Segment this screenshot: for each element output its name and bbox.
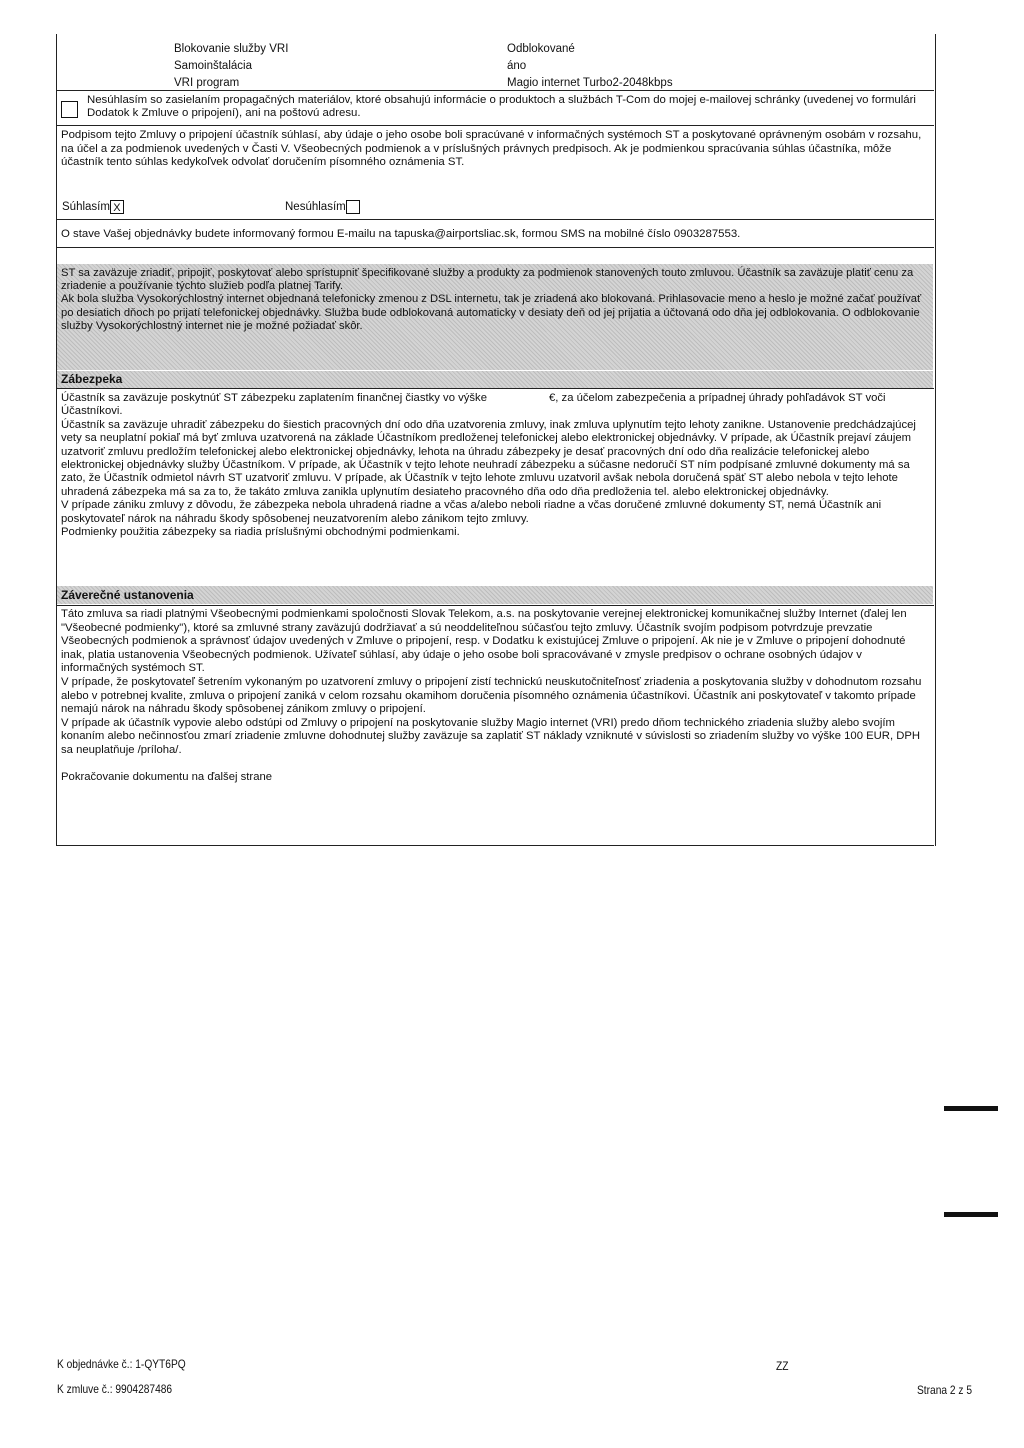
service-label-samoinstalacia: Samoinštalácia (174, 60, 252, 72)
zabezpeka-paragraph: Účastník sa zaväzuje uhradiť zábezpeku do šiestich pracovných dní odo dňa uzatvorenia zmluvy, inak zmluva uplynutím tejto lehoty zanikne. Ustanovenie predchádzajúcej vety sa neuplatní pokiaľ má byť zmluva uzatvorená na základe Účastníkom predloženej telefonickej alebo elektronickej objednávky. V prípade, ak Účastník prejaví záujem uzatvoriť zmluvu predložím telefonickej alebo elektronickej objednávky, lehota na úhradu zábezpeky je desať pracovných dní odo dňa realizácie telefonickej alebo elektronickej objednávky služby Účastníkom. V prípade, ak Účastník v tejto lehote neuhradí zábezpeku a súčasne nedoručí ST ním podpísané zmluvné dokumenty má sa zato, že Účastník odmietol návrh ST uzatvoriť zmluvu. V prípade, ak Účastník v tejto lehote zmluvu uzatvoril avšak nebola doručená späť ST alebo nebola v tejto lehote uhradená zábezpeka má sa za to, že takáto zmluva zanikla uplynutím desiateho pracovného dňa odo dňa predloženia tel. alebo elektronickej objednávky. (61, 418, 916, 498)
divider (56, 219, 934, 220)
divider (56, 605, 934, 606)
service-value-vri-program: Magio internet Turbo2-2048kbps (507, 77, 673, 89)
zabezpeka-paragraph: V prípade zániku zmluvy z dôvodu, že zábezpeka nebola uhradená riadne a včas a/alebo neboli riadne a včas doručené zmluvné dokumenty ST, nemá Účastník ani poskytovateľ nárok na náhradu škody spôsobenej neuzatvorením alebo zánikom tejto zmluvy. (61, 499, 882, 525)
obligation-paragraph: ST sa zaväzuje zriadiť, pripojiť, poskytovať alebo sprístupniť špecifikované služby a produkty za podmienok stanovených touto zmluvou. Účastník sa zaväzuje platiť cenu za zriadenie a používanie týchto služieb podľa platnej Tarify. (61, 267, 914, 293)
disagree-option (285, 200, 360, 214)
footer-order-number: K objednávke č.: 1-QYT6PQ (57, 1357, 186, 1371)
zabezpeka-amount-part1: Účastník sa zaväzuje poskytnúť ST zábezpeku zaplatením finančnej čiastky vo výške (61, 392, 487, 404)
service-value-samoinstalacia: áno (507, 60, 527, 72)
zaverecne-heading: Záverečné ustanovenia (61, 588, 194, 602)
obligations-text (61, 267, 929, 333)
service-label-vri-program: VRI program (174, 77, 240, 89)
zabezpeka-text (61, 392, 929, 539)
margin-mark (944, 1212, 998, 1217)
zaverecne-text (61, 608, 929, 784)
data-consent-text: Podpisom tejto Zmluvy o pripojení účastník súhlasí, aby údaje o jeho osobe boli spracúvané v informačných systémoch ST a poskytované oprávneným osobám v rozsahu, na účel a za podmienok uvedených v Časti V. Všeobecných podmienok a v príslušných právnych predpisoch. Ak je podmienkou spracúvania súhlas účastníka, môže účastník tento súhlas kedykoľvek odvolať doručením písomného oznámenia ST. (61, 129, 922, 169)
footer-page-number: Strana 2 z 5 (917, 1383, 973, 1397)
agree-option (62, 200, 124, 214)
disagree-checkbox[interactable] (346, 200, 360, 214)
divider (56, 125, 934, 126)
footer-contract-number: K zmluve č.: 9904287486 (57, 1382, 173, 1396)
service-label-blokovanie: Blokovanie služby VRI (174, 43, 289, 55)
continuation-note: Pokračovanie dokumentu na ďalšej strane (61, 770, 273, 783)
divider (56, 90, 934, 91)
zaverecne-paragraph: V prípade, že poskytovateľ šetrením vykonaným po uzatvorení zmluvy o pripojení zistí technickú neuskutočniteľnosť zriadenia a poskytovania služby v dohodnutom rozsahu alebo v potrebnej kvalite, zmluva o pripojení zaniká v celom rozsahu okamihom doručenia písomného oznámenia účastníkovi. Účastník ani poskytovateľ v takomto prípade nemajú nárok na náhradu škody spôsobenej zánikom zmluvy o pripojení. (61, 675, 922, 716)
margin-mark (944, 1106, 998, 1111)
zabezpeka-heading-bar (57, 371, 933, 388)
service-value-blokovanie: Odblokované (507, 43, 575, 55)
disagree-label: Nesúhlasím (285, 201, 346, 214)
divider (56, 388, 934, 389)
agree-checkbox[interactable]: X (110, 200, 124, 214)
zabezpeka-heading: Zábezpeka (61, 372, 123, 386)
zabezpeka-paragraph: Podmienky použitia zábezpeky sa riadia príslušnými obchodnými podmienkami. (61, 526, 460, 539)
obligation-paragraph: Ak bola služba Vysokorýchlostný internet objednaná telefonicky zmenou z DSL internetu, tak je zriadená ako blokovaná. Prihlasovacie meno a heslo je možné začať používať po desiatich dňoch po prijatí telefonickej objednávky. Služba bude odblokovaná automaticky v desiaty deň od jej prijatia a účtovaná odo dňa jej odblokovania. O odblokovanie služby Vysokorýchlostný internet nie je možné požiadať skôr. (61, 293, 922, 332)
zabezpeka-amount-part2: €, za účelom zabezpečenia a prípadnej úhrady pohľadávok ST voči Účastníkovi. (61, 392, 886, 418)
divider (56, 247, 934, 248)
notification-text: O stave Vašej objednávky budete informovaný formou E-mailu na tapuska@airportsliac.sk, formou SMS na mobilné číslo 0903287553. (61, 228, 741, 240)
zaverecne-paragraph: V prípade ak účastník vypovie alebo odstúpi od Zmluvy o pripojení na poskytovanie služby Magio internet (VRI) predo dňom technického zriadenia služby alebo svojím konaním alebo nečinnosťou zmarí zriadenie zmluvne dohodnutej služby zaväzuje sa zaplatiť ST náklady vzniknuté v súvislosti so zriadením služby vo výške 100 EUR, DPH sa neuplatňuje /príloha/. (61, 716, 921, 756)
zabezpeka-amount-line (61, 392, 929, 419)
marketing-consent-checkbox[interactable] (61, 101, 78, 118)
marketing-consent-text: Nesúhlasím so zasielaním propagačných materiálov, ktoré obsahujú informácie o produktoch a službách T-Com do mojej e-mailovej schránky (uvedenej vo formulári Dodatok k Zmluve o pripojení), ani na poštovú adresu. (87, 94, 916, 120)
divider (56, 845, 934, 846)
zaverecne-paragraph: Táto zmluva sa riadi platnými Všeobecnými podmienkami spoločnosti Slovak Telekom, a.s. na poskytovanie verejnej elektronickej komunikačnej služby Internet (ďalej len "Všeobecné podmienky"), ktoré sa zmluvné strany zaväzujú dodržiavať a sú neoddeliteľnou súčasťou tejto zmluvy. Účastník svojím podpisom potvrdzuje prevzatie Všeobecných podmienok a správnosť údajov uvedených v Zmluve o pripojení, resp. v Dodatku k existujúcej Zmluve o pripojení. Ak nie je v Zmluve o pripojení dohodnuté inak, platia ustanovenia Všeobecných podmienok. Užívateľ súhlasí, aby údaje o jeho osobe boli spracovávané v zmysle predpisov o ochrane osobných údajov v informačných systémoch ST. (61, 608, 907, 675)
footer-initials: ZZ (776, 1359, 789, 1373)
agree-label: Súhlasím (62, 201, 110, 214)
